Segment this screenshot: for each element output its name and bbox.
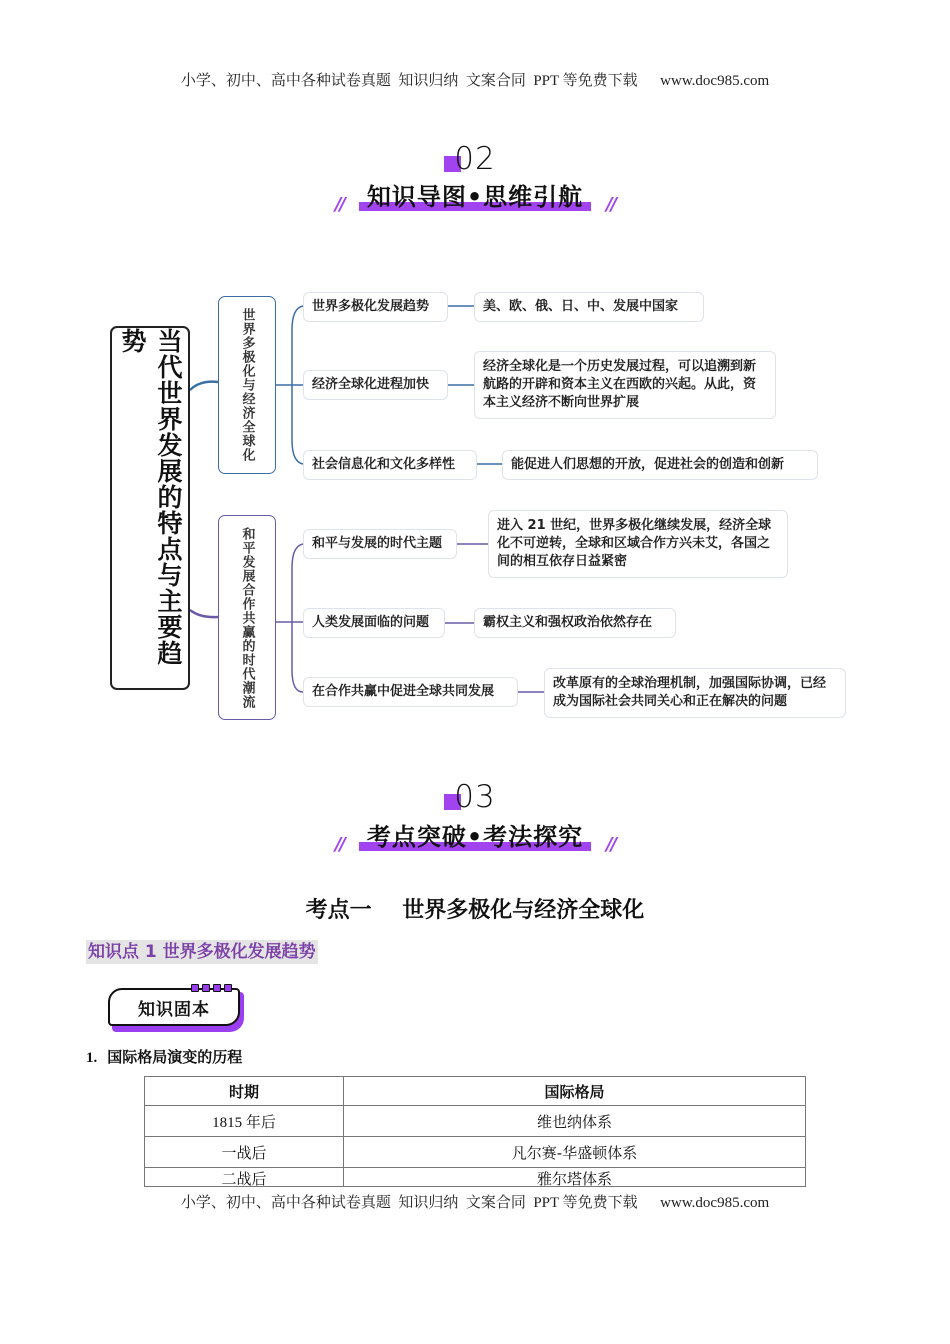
mindmap-branch-2-text: 和平发展合作共赢的时代潮流 bbox=[239, 526, 255, 709]
table-row bbox=[145, 1137, 806, 1168]
footer-watermark: 小学、初中、高中各种试卷真题 知识归纳 文案合同 PPT 等免费下载 www.doc985.com bbox=[0, 1191, 950, 1212]
header-watermark: 小学、初中、高中各种试卷真题 知识归纳 文案合同 PPT 等免费下载 www.doc985.com bbox=[180, 73, 770, 89]
slash-decoration-icon: // bbox=[334, 194, 344, 215]
badge-label: 知识固本 bbox=[138, 999, 210, 1020]
mindmap-root bbox=[110, 326, 190, 690]
table-row bbox=[145, 1106, 806, 1137]
mindmap-detail: 改革原有的全球治理机制，加强国际协调，已经成为国际社会共同关心和正在解决的问题 bbox=[544, 668, 846, 718]
table-cell: 一战后 bbox=[145, 1137, 344, 1168]
exam-point-title: 考点一 世界多极化与经济全球化 bbox=[305, 898, 645, 923]
mindmap-branch-1 bbox=[218, 296, 276, 474]
section-3-title-wrap bbox=[0, 822, 950, 855]
table-row bbox=[145, 1168, 806, 1187]
mindmap-detail: 能促进人们思想的开放，促进社会的创造和创新 bbox=[502, 450, 818, 480]
mindmap-branch-2 bbox=[218, 515, 276, 720]
section-2-number bbox=[454, 142, 495, 176]
table-cell bbox=[344, 1168, 806, 1187]
table-header-period: 时期 bbox=[145, 1077, 344, 1106]
mindmap-topic: 和平与发展的时代主题 bbox=[303, 529, 457, 559]
section-3-title bbox=[334, 822, 616, 855]
mindmap-detail: 进入 21 世纪，世界多极化继续发展，经济全球化不可逆转，全球和区域合作方兴未艾，各国之间的相互依存日益紧密 bbox=[488, 510, 788, 578]
slash-decoration-icon: // bbox=[334, 834, 344, 855]
table-cell bbox=[145, 1168, 344, 1187]
knowledge-badge bbox=[108, 986, 240, 1032]
table-cell: 凡尔赛-华盛顿体系 bbox=[344, 1137, 806, 1168]
table-cell-text: 二战后 bbox=[221, 1170, 267, 1186]
international-order-table bbox=[144, 1076, 806, 1187]
item-1-number: 1. bbox=[86, 1050, 98, 1066]
slash-decoration-icon: // bbox=[606, 194, 616, 215]
mindmap-detail: 美、欧、俄、日、中、发展中国家 bbox=[474, 292, 704, 322]
section-3-number-text: 03 bbox=[454, 779, 496, 815]
table-header-row bbox=[145, 1077, 806, 1106]
section-3-title-text: 考点突破•考法探究 bbox=[366, 823, 584, 851]
mindmap-topic: 经济全球化进程加快 bbox=[303, 370, 448, 400]
table-cell: 维也纳体系 bbox=[344, 1106, 806, 1137]
table-header-order: 国际格局 bbox=[344, 1077, 806, 1106]
mindmap-topic: 人类发展面临的问题 bbox=[303, 608, 445, 638]
item-1-text: 国际格局演变的历程 bbox=[107, 1048, 243, 1066]
mindmap-topic: 世界多极化发展趋势 bbox=[303, 292, 448, 322]
badge-box bbox=[108, 988, 240, 1026]
knowledge-point-label: 知识点 1 世界多极化发展趋势 bbox=[88, 942, 316, 962]
mindmap-topic: 在合作共赢中促进全球共同发展 bbox=[303, 677, 518, 707]
section-2-title bbox=[334, 182, 616, 215]
slash-decoration-icon: // bbox=[606, 834, 616, 855]
mindmap-topic: 社会信息化和文化多样性 bbox=[303, 450, 477, 480]
table-cell: 1815 年后 bbox=[145, 1106, 344, 1137]
section-3-number-wrap bbox=[0, 780, 950, 814]
section-2-title-text: 知识导图•思维引航 bbox=[366, 183, 584, 211]
badge-dots-icon bbox=[191, 984, 232, 992]
mindmap-root-text: 当代世界发展的特点与主要趋势 bbox=[118, 328, 183, 666]
item-1-heading bbox=[86, 1046, 242, 1067]
table-cell-text: 雅尔塔体系 bbox=[536, 1170, 612, 1186]
mindmap-detail: 经济全球化是一个历史发展过程，可以追溯到新航路的开辟和资本主义在西欧的兴起。从此，资本主义经济不断向世界扩展 bbox=[474, 351, 776, 419]
section-3-number bbox=[454, 780, 495, 814]
mindmap-branch-1-text: 世界多极化与经济全球化 bbox=[239, 308, 255, 462]
section-2-number-text: 02 bbox=[454, 141, 496, 177]
mindmap-detail: 霸权主义和强权政治依然存在 bbox=[474, 608, 676, 638]
